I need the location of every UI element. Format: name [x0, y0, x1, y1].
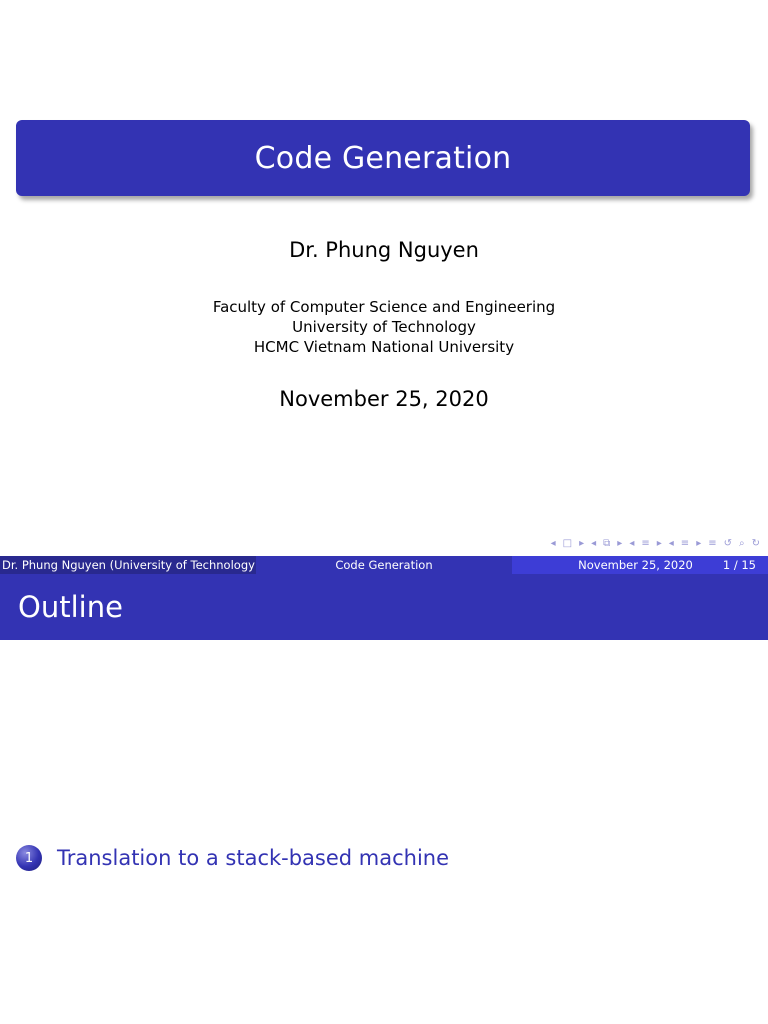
- beamer-navigation: [551, 538, 760, 549]
- author-name: Dr. Phung Nguyen: [289, 238, 479, 262]
- footer-right: [512, 556, 768, 574]
- frame-title-bar: [0, 574, 768, 640]
- presentation-date: November 25, 2020: [279, 387, 489, 411]
- page-number: 1 / 15: [722, 558, 756, 572]
- nav-left-icon[interactable]: ◂: [550, 538, 556, 549]
- forward-icon[interactable]: ↻: [751, 538, 760, 549]
- nav-right-icon[interactable]: ▸: [696, 538, 702, 549]
- title-box: [16, 120, 750, 196]
- nav-right-icon[interactable]: ▸: [656, 538, 662, 549]
- footer-author: Dr. Phung Nguyen (University of Technology: [2, 558, 255, 572]
- section-icon[interactable]: ≡: [680, 538, 690, 549]
- back-icon[interactable]: ↺: [723, 538, 732, 549]
- frame-icon[interactable]: □: [562, 538, 573, 549]
- outline-icon[interactable]: ≡: [708, 538, 717, 549]
- nav-right-icon[interactable]: ▸: [617, 538, 623, 549]
- nav-right-icon[interactable]: ▸: [579, 538, 585, 549]
- nav-left-icon[interactable]: ◂: [668, 538, 674, 549]
- section-icon[interactable]: ≡: [641, 538, 650, 549]
- footer-title: Code Generation: [256, 556, 512, 574]
- toc-item[interactable]: [16, 845, 449, 871]
- institute-line: HCMC Vietnam National University: [253, 338, 515, 356]
- slide-footer: [0, 556, 768, 574]
- slide-title: Code Generation: [254, 140, 512, 176]
- search-icon[interactable]: ⌕: [739, 538, 745, 549]
- institute-block: [0, 297, 768, 357]
- footer-date: November 25, 2020: [578, 558, 693, 572]
- nav-left-icon[interactable]: ◂: [629, 538, 635, 549]
- toc-number-badge: 1: [16, 845, 42, 871]
- institute-line: Faculty of Computer Science and Engineering: [212, 298, 556, 316]
- toc-label[interactable]: Translation to a stack-based machine: [57, 846, 450, 870]
- institute-line: University of Technology: [292, 318, 476, 336]
- nav-left-icon[interactable]: ◂: [591, 538, 597, 549]
- subsection-icon[interactable]: ⧉: [603, 538, 611, 549]
- frame-title: Outline: [18, 590, 123, 624]
